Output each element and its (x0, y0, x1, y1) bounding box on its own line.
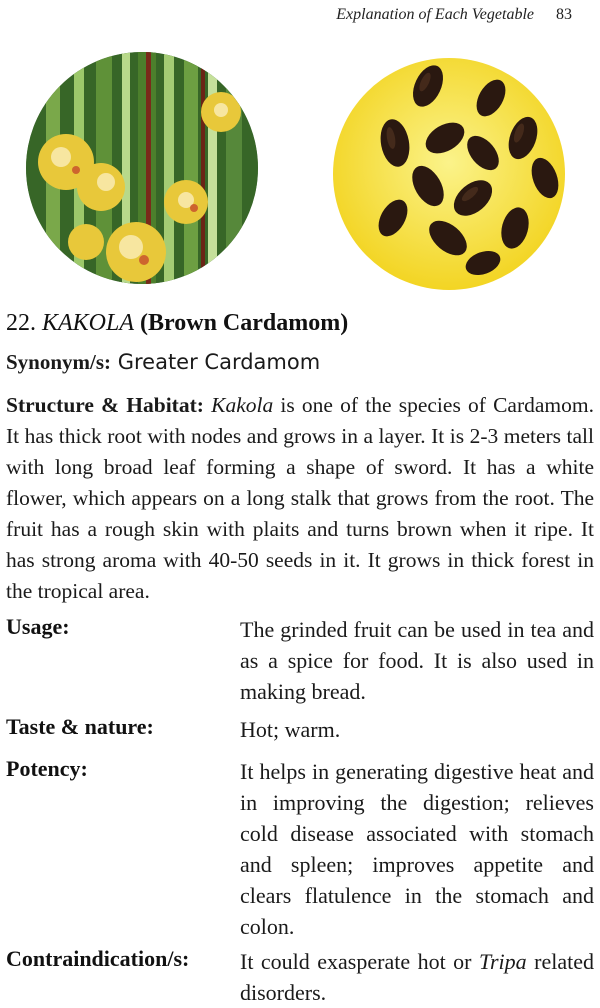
property-label: Contraindication/s: (6, 946, 190, 971)
property-label: Taste & nature: (6, 714, 154, 739)
entry-number: 22. (6, 310, 36, 336)
synonyms-line (6, 350, 320, 375)
contraindication-text-suffix: related disorders. (240, 949, 594, 1005)
cardamom-pods-photo (333, 58, 565, 290)
property-value: Hot; warm. (240, 717, 341, 742)
structure-habitat-paragraph (6, 390, 594, 607)
structure-habitat-name: Kakola (211, 393, 274, 417)
structure-habitat-text: is one of the species of Cardamom. It has thick root with nodes and grows in a layer. It is 2-3 meters tall with long broad leaf forming a shape of sword. It has a white flower, which appears on a long stalk that grows from the root. The fruit has a rough skin with plaits and turns brown when it ripe. It has strong aroma with 40-50 seeds in it. It grows in thick forest in the tropical area. (6, 393, 595, 603)
running-title: Explanation of Each Vegetable (336, 6, 534, 23)
entry-title (6, 310, 348, 337)
property-label: Usage: (6, 614, 70, 639)
synonyms-label: Synonym/s: (6, 350, 112, 374)
contraindication-term: Tripa (478, 949, 527, 974)
property-value (240, 946, 594, 1008)
synonyms-value: Greater Cardamom (117, 350, 321, 374)
contraindication-text-prefix: It could exasperate hot or (240, 949, 479, 974)
entry-name: KAKOLA (42, 310, 135, 336)
property-value: The grinded fruit can be used in tea and as a spice for food. It is also used in making bread. (240, 617, 594, 704)
property-label: Potency: (6, 756, 88, 781)
running-header (336, 6, 572, 24)
structure-habitat-label: Structure & Habitat: (6, 393, 204, 417)
page-number: 83 (556, 6, 572, 23)
entry-english-name: (Brown Cardamom) (140, 310, 349, 336)
kakola-plant-photo (26, 52, 258, 284)
property-value: It helps in generating digestive heat and in improving the digestion; relieves cold disease associated with stomach and spleen; improves appetite and clears flatulence in the stomach and colon. (240, 759, 594, 939)
